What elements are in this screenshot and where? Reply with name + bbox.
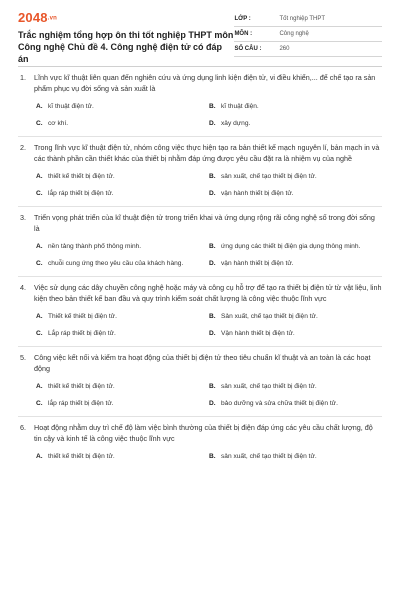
- info-row-count: [234, 42, 382, 57]
- answer-options: [18, 242, 382, 268]
- option-letter: A.: [36, 383, 43, 390]
- question-divider: [18, 206, 382, 207]
- answer-option[interactable]: [209, 382, 382, 391]
- option-letter: C.: [36, 120, 43, 127]
- option-letter: A.: [36, 313, 43, 320]
- question-text-row: [18, 423, 382, 444]
- question-divider: [18, 136, 382, 137]
- question-list: [18, 73, 382, 461]
- option-text: lắp ráp thiết bị điện tử.: [48, 190, 114, 197]
- question-number: 1.: [20, 73, 26, 82]
- option-text: Vận hành thiết bị điện tử.: [221, 330, 295, 337]
- logo-suffix: .vn: [47, 15, 58, 22]
- header-left: [18, 10, 234, 62]
- option-text: sản xuất, chế tạo thiết bị điện tử.: [221, 173, 317, 180]
- question-divider: [18, 346, 382, 347]
- option-text: Thiết kế thiết bị điện tử.: [48, 313, 117, 320]
- question-text: Việc sử dụng các dây chuyền công nghệ hoặc máy và công cụ hỗ trợ để tạo ra thiết bị điện tử từ vật liệu, linh kiện theo bản thiết kế ban đầu và quy trình kiểm soát chất lượng là công việc thuộc lĩnh vực: [34, 283, 382, 303]
- option-text: cơ khí.: [48, 120, 69, 127]
- question-text: Hoạt động nhằm duy trì chế độ làm việc bình thường của thiết bị điện đáp ứng các yêu cầu chất lượng, độ tin cậy và kinh tế là công việc thuộc lĩnh vực: [34, 423, 373, 443]
- option-text: Sản xuất, chế tạo thiết bị điện tử.: [221, 313, 318, 320]
- answer-option[interactable]: [36, 399, 209, 408]
- question-divider: [18, 416, 382, 417]
- answer-options: [18, 382, 382, 408]
- question-item: [18, 213, 382, 277]
- option-letter: A.: [36, 453, 43, 460]
- option-text: nền tảng thành phố thông minh.: [48, 243, 142, 250]
- question-text-row: [18, 213, 382, 234]
- option-text: bảo dưỡng và sửa chữa thiết bị điện tử.: [221, 400, 338, 407]
- answer-option[interactable]: [36, 312, 209, 321]
- question-item: [18, 143, 382, 207]
- header-info: [234, 12, 382, 62]
- document-header: [18, 0, 382, 62]
- question-text: Trong lĩnh vực kĩ thuật điện tử, nhóm công việc thực hiện tạo ra bản thiết kế mạch nguyên lí, bản mạch in và các thành phần cần thiết khác của thiết bị nhằm đáp ứng được yêu cầu đặt ra là nhiệm vụ của nghề: [34, 143, 380, 163]
- site-logo[interactable]: [18, 10, 234, 25]
- answer-option[interactable]: [209, 172, 382, 181]
- answer-options: [18, 172, 382, 198]
- option-text: thiết kế thiết bị điện tử.: [48, 383, 115, 390]
- option-text: Lắp ráp thiết bị điện tử.: [48, 330, 116, 337]
- option-text: chuỗi cung ứng theo yêu cầu của khách hàng.: [48, 260, 184, 267]
- question-number: 4.: [20, 283, 26, 292]
- question-item: [18, 283, 382, 347]
- question-number: 6.: [20, 423, 26, 432]
- answer-option[interactable]: [209, 452, 382, 461]
- info-row-subject: [234, 27, 382, 42]
- answer-option[interactable]: [209, 119, 382, 128]
- answer-option[interactable]: [36, 172, 209, 181]
- option-text: kĩ thuật điện.: [221, 103, 259, 110]
- answer-option[interactable]: [36, 102, 209, 111]
- answer-option[interactable]: [209, 189, 382, 198]
- option-text: thiết kế thiết bị điện tử.: [48, 173, 115, 180]
- question-number: 2.: [20, 143, 26, 152]
- option-letter: B.: [209, 453, 216, 460]
- answer-option[interactable]: [209, 102, 382, 111]
- option-text: thiết kế thiết bị điện tử.: [48, 453, 115, 460]
- answer-option[interactable]: [209, 242, 382, 251]
- option-letter: C.: [36, 190, 43, 197]
- option-letter: D.: [209, 260, 216, 267]
- answer-option[interactable]: [36, 242, 209, 251]
- answer-option[interactable]: [209, 329, 382, 338]
- info-key: MÔN :: [234, 31, 253, 37]
- question-number: 5.: [20, 353, 26, 362]
- option-letter: A.: [36, 173, 43, 180]
- option-letter: D.: [209, 120, 216, 127]
- info-key: SỐ CÂU :: [234, 46, 262, 52]
- option-text: ứng dụng các thiết bị điện gia dụng thông minh.: [221, 243, 361, 250]
- info-key: LỚP :: [234, 16, 251, 22]
- option-text: xây dựng.: [221, 120, 251, 127]
- answer-option[interactable]: [36, 452, 209, 461]
- header-divider: [18, 66, 382, 67]
- question-text-row: [18, 73, 382, 94]
- question-text: Triển vọng phát triển của kĩ thuật điện tử trong triển khai và ứng dụng rộng rãi công nghệ số trong đời sống là: [34, 213, 375, 233]
- question-text-row: [18, 353, 382, 374]
- option-letter: B.: [209, 173, 216, 180]
- option-text: sản xuất, chế tạo thiết bị điện tử.: [221, 453, 317, 460]
- option-text: kĩ thuật điện tử.: [48, 103, 94, 110]
- option-letter: D.: [209, 330, 216, 337]
- logo-main: 2048: [18, 10, 48, 25]
- question-item: [18, 423, 382, 461]
- document-title: Trắc nghiệm tổng hợp ôn thi tốt nghiệp THPT môn Công nghệ Chủ đề 4. Công nghệ điện tử có đáp án: [18, 30, 234, 64]
- answer-option[interactable]: [36, 329, 209, 338]
- answer-option[interactable]: [36, 259, 209, 268]
- info-row-class: [234, 12, 382, 27]
- option-letter: A.: [36, 103, 43, 110]
- info-value: Tốt nghiệp THPT: [279, 16, 326, 22]
- option-letter: D.: [209, 400, 216, 407]
- option-letter: B.: [209, 383, 216, 390]
- option-letter: A.: [36, 243, 43, 250]
- option-text: sản xuất, chế tạo thiết bị điện tử.: [221, 383, 317, 390]
- answer-option[interactable]: [36, 189, 209, 198]
- question-text-row: [18, 283, 382, 304]
- answer-options: [18, 102, 382, 128]
- answer-option[interactable]: [36, 119, 209, 128]
- option-letter: B.: [209, 103, 216, 110]
- info-value: Công nghệ: [279, 31, 309, 37]
- question-text: Lĩnh vực kĩ thuật liên quan đến nghiên cứu và ứng dụng linh kiện điện tử, vi điều khiển,... để chế tạo ra sản phẩm phục vụ đời sống và sản xuất là: [34, 73, 376, 93]
- question-text-row: [18, 143, 382, 164]
- option-text: lắp ráp thiết bị điện tử.: [48, 400, 114, 407]
- option-letter: C.: [36, 330, 43, 337]
- question-item: [18, 73, 382, 137]
- info-value: 260: [279, 46, 290, 52]
- option-text: vận hành thiết bị điện tử.: [221, 190, 294, 197]
- answer-options: [18, 452, 382, 461]
- option-letter: B.: [209, 243, 216, 250]
- option-text: vận hành thiết bị điện tử.: [221, 260, 294, 267]
- answer-option[interactable]: [209, 399, 382, 408]
- answer-option[interactable]: [209, 259, 382, 268]
- option-letter: C.: [36, 400, 43, 407]
- question-text: Công việc kết nối và kiểm tra hoạt động của thiết bị điện tử theo tiêu chuẩn kĩ thuật và an toàn là các hoạt động: [34, 353, 371, 373]
- answer-option[interactable]: [36, 382, 209, 391]
- question-number: 3.: [20, 213, 26, 222]
- answer-option[interactable]: [209, 312, 382, 321]
- answer-options: [18, 312, 382, 338]
- question-divider: [18, 276, 382, 277]
- option-letter: C.: [36, 260, 43, 267]
- question-item: [18, 353, 382, 417]
- option-letter: D.: [209, 190, 216, 197]
- option-letter: B.: [209, 313, 216, 320]
